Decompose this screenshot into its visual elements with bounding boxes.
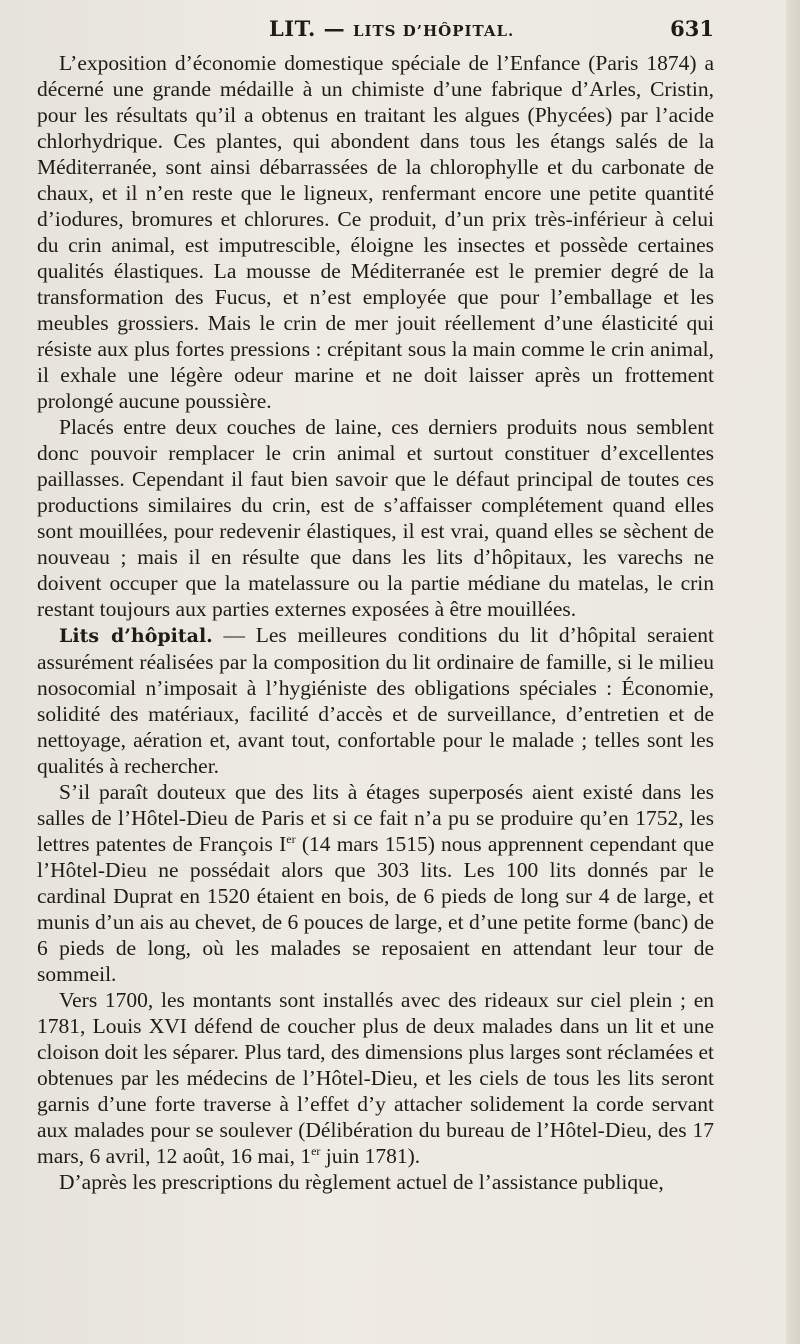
paragraph-text: — Les meilleures conditions du lit d’hôpital seraient assurément réalisées par la composition du lit ordinaire de famille, si le milieu nosocomial n’imposait à l’hygiéniste des obligations spéciales : Économie, solidité des matériaux, facilité d’accès et de surveillance, d’entretien et de nettoyage, aération et, avant tout, confortable pour le malade ; telles sont les qualités à rechercher. [37,623,714,778]
paragraph-text-part-a: Vers 1700, les montants sont installés avec des rideaux sur ciel plein ; en 1781, Louis XVI défend de coucher plus de deux malades dans un lit et une cloison doit les séparer. Plus tard, des dimensions plus larges sont réclamées et obtenues par les médecins de l’Hôtel-Dieu, et les ciels de tous les lits seront garnis d’une forte traverse à l’effet d’y attacher solidement la corde servant aux malades pour se soulever (Délibération du bureau de l’Hôtel-Dieu, des 17 mars, 6 avril, 12 août, 16 mai, 1 [37,988,714,1168]
paragraph-couches-laine: Placés entre deux couches de laine, ces derniers produits nous semblent donc pouvoir remplacer le crin animal et surtout constituer d’excellentes paillasses. Cependant il faut bien savoir que le défaut principal de toutes ces productions similaires du crin, est de s’affaisser complétement quand elles sont mouillées, pour redevenir élastiques, il est vrai, quand elles se sèchent de nouveau ; mais il en résulte que dans les lits d’hôpitaux, les varechs ne doivent occuper que la matelassure ou la partie médiane du matelas, le crin restant toujours aux parties externes exposées à être mouillées. [37,415,714,621]
paragraph-assistance-publique: D’après les prescriptions du règlement actuel de l’assistance publique, [59,1170,664,1194]
superscript: er [286,831,296,846]
paragraph-hotel-dieu [37,779,714,987]
running-header [37,16,714,50]
paragraph-text-part-b: juin 1781). [320,1144,421,1168]
paragraph-vers-1700 [37,987,714,1169]
section-heading-lits-hopital: Lits d’hôpital. [59,625,213,647]
paragraph-lits-hopital [37,622,714,779]
paragraph-algues: L’exposition d’économie domestique spéciale de l’Enfance (Paris 1874) a décerné une grande médaille à un chimiste d’une fabrique d’Arles, Cristin, pour les résultats qu’il a obtenus en traitant les algues (Phycées) par l’acide chlorhydrique. Ces plantes, qui abondent dans tous les étangs salés de la Méditerranée, sont ainsi débarrassées de la chlorophylle et du carbonate de chaux, et il n’en reste que le ligneux, renfermant encore une petite quantité d’iodures, bromures et chlorures. Ce produit, d’un prix très-inférieur à celui du crin animal, est imputrescible, éloigne les insectes et possède certaines qualités élastiques. La mousse de Méditerranée est le premier degré de la transformation des Fucus, et n’est employée que pour l’emballage et les meubles grossiers. Mais le crin de mer jouit réellement d’une élasticité qui résiste aux plus fortes pressions : crépitant sous la main comme le crin animal, il exhale une légère odeur marine et ne doit laisser après un frottement prolongé aucune poussière. [37,51,714,413]
page-number: 631 [670,16,714,41]
running-head-main: LIT. — [269,16,346,41]
paragraph-text-part-a: S’il paraît douteux que des lits à étages superposés aient existé dans les salles de l’Hôtel-Dieu de Paris et si ce fait n’a pu se produire qu’en 1752, les lettres patentes de François I [37,780,714,856]
paragraph-text-part-b: (14 mars 1515) nous apprennent cependant que l’Hôtel-Dieu ne possédait alors que 303 lits. Les 100 lits donnés par le cardinal Duprat en 1520 étaient en bois, de 6 pieds de long sur 4 de large, et munis d’un ais au chevet, de 6 pouces de large, et d’une petite forme (banc) de 6 pieds de long, où les malades se reposaient en attendant leur tour de sommeil. [37,832,714,986]
page-edge [786,0,800,1344]
running-head-sub: LITS D’HÔPITAL. [352,22,515,40]
body-text [37,50,714,1195]
running-head [269,16,514,41]
superscript: er [311,1143,321,1158]
